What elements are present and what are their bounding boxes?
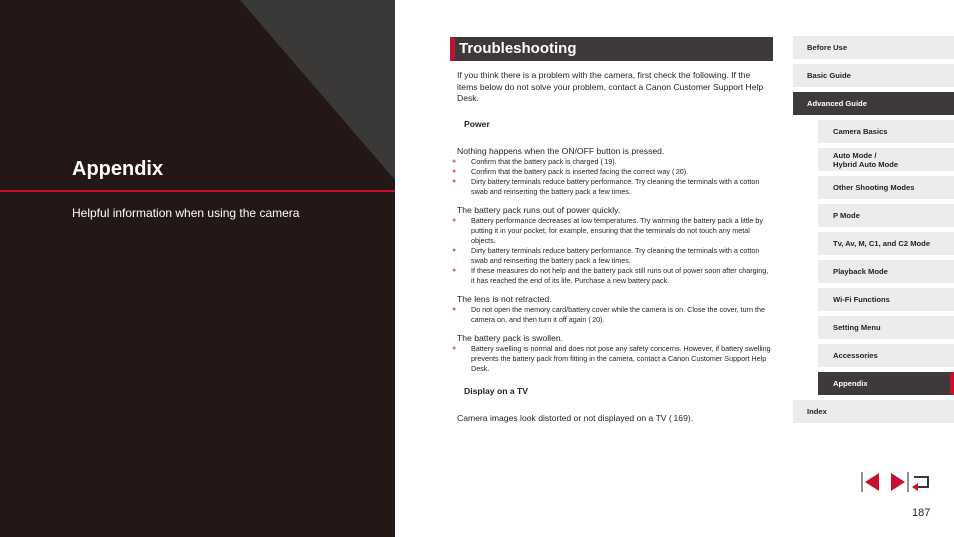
next-page-icon[interactable] — [891, 472, 908, 492]
problem-title: Camera images look distorted or not displayed on a TV ( 169). — [457, 412, 694, 423]
list-item — [452, 343, 773, 374]
nav-item-label-line2: Hybrid Auto Mode — [833, 160, 899, 169]
bullet-icon: ● — [452, 216, 457, 224]
nav-item-wifi-functions[interactable] — [818, 288, 954, 311]
chapter-subtitle: Helpful information when using the camera — [72, 206, 300, 220]
nav-item-advanced-guide[interactable] — [793, 92, 954, 115]
bullet-icon: ● — [452, 246, 457, 254]
list-item — [452, 265, 773, 286]
nav-item-other-shooting-modes[interactable] — [818, 176, 954, 199]
list-item — [452, 156, 773, 167]
bullet-icon: ● — [452, 266, 457, 274]
chapter-divider — [0, 190, 395, 192]
problem-title: The lens is not retracted. — [457, 293, 552, 304]
nav-item-label: Before Use — [807, 43, 848, 52]
chapter-nav — [793, 36, 954, 428]
bullet-list — [452, 156, 773, 197]
section-heading-display-tv — [450, 386, 773, 400]
problem-title: The battery pack runs out of power quickly. — [457, 204, 621, 215]
list-item — [452, 245, 773, 266]
nav-item-label: Basic Guide — [807, 71, 851, 80]
back-icon[interactable] — [912, 477, 928, 491]
problem-title: Nothing happens when the ON/OFF button is pressed. — [457, 145, 665, 156]
nav-item-label: Setting Menu — [833, 323, 881, 332]
nav-item-appendix[interactable] — [818, 372, 954, 395]
list-item — [452, 304, 773, 325]
nav-item-label: Other Shooting Modes — [833, 183, 915, 192]
bullet-icon: ● — [452, 305, 457, 313]
nav-item-label: P Mode — [833, 211, 860, 220]
problem-title: The battery pack is swollen. — [457, 332, 564, 343]
chapter-title: Appendix — [72, 158, 164, 180]
section-heading-power — [450, 119, 773, 133]
chapter-panel — [0, 0, 395, 537]
bullet-list — [452, 343, 773, 374]
bullet-list — [452, 304, 773, 325]
nav-item-label: Playback Mode — [833, 267, 888, 276]
list-item — [452, 176, 773, 197]
bullet-text: Confirm that the battery pack is charged ( 19). — [471, 156, 617, 166]
nav-item-index[interactable] — [793, 400, 954, 423]
nav-item-label: Tv, Av, M, C1, and C2 Mode — [833, 239, 931, 248]
bullet-icon: ● — [452, 157, 457, 165]
section-heading-label: Display on a TV — [464, 385, 528, 396]
nav-item-basic-guide[interactable] — [793, 64, 954, 87]
nav-item-label: Auto Mode / — [833, 151, 877, 160]
nav-item-label: Wi-Fi Functions — [833, 295, 890, 304]
bullet-text: Dirty battery terminals reduce battery performance. Try cleaning the terminals with a cotton swab and reinserting the battery pack a few times. — [471, 245, 760, 265]
previous-page-icon[interactable] — [861, 472, 881, 492]
section-heading-label: Power — [464, 118, 490, 129]
nav-item-camera-basics[interactable] — [818, 120, 954, 143]
page-navigation — [861, 472, 933, 492]
bullet-text: Do not open the memory card/battery cover while the camera is on. Close the cover, turn the camera on, and then turn it off again ( 20). — [471, 304, 766, 324]
nav-item-playback-mode[interactable] — [818, 260, 954, 283]
intro-text: If you think there is a problem with the camera, first check the following. If the items below do not solve your problem, contact a Canon Customer Support Help Desk. — [457, 70, 764, 103]
nav-item-accessories[interactable] — [818, 344, 954, 367]
page-number: 187 — [912, 507, 931, 519]
nav-item-label: Index — [807, 407, 827, 416]
chapter-panel-decoration — [0, 0, 395, 190]
bullet-icon: ● — [452, 177, 457, 185]
nav-item-label: Advanced Guide — [807, 99, 867, 108]
nav-item-label: Accessories — [833, 351, 878, 360]
list-item — [452, 166, 773, 177]
bullet-icon: ● — [452, 167, 457, 175]
nav-item-p-mode[interactable] — [818, 204, 954, 227]
bullet-list — [452, 215, 773, 286]
bullet-text: Battery swelling is normal and does not pose any safety concerns. However, if battery swelling prevents the battery pack from fitting in the camera, contact a Canon Customer Support Help Desk. — [471, 343, 771, 373]
bullet-text: Battery performance decreases at low temperatures. Try warming the battery pack a little by putting it in your pocket, for example, ensuring that the terminals do not touch any metal objects. — [471, 215, 764, 245]
bullet-text: Dirty battery terminals reduce battery performance. Try cleaning the terminals with a cotton swab and reinserting the battery pack a few times. — [471, 176, 760, 196]
nav-item-label: Appendix — [833, 379, 868, 388]
nav-item-auto-mode[interactable] — [818, 148, 954, 171]
nav-item-label: Camera Basics — [833, 127, 888, 136]
nav-item-before-use[interactable] — [793, 36, 954, 59]
bullet-text: If these measures do not help and the battery pack still runs out of power soon after charging, it has reached the end of its life. Purchase a new battery pack. — [471, 265, 769, 285]
nav-item-setting-menu[interactable] — [818, 316, 954, 339]
page-title: Troubleshooting — [450, 37, 773, 61]
main-content — [450, 37, 773, 424]
bullet-text: Confirm that the battery pack is inserted facing the correct way ( 20). — [471, 166, 689, 176]
section-heading-bar — [457, 126, 773, 132]
bullet-icon: ● — [452, 344, 457, 352]
list-item — [452, 215, 773, 246]
nav-item-tv-av-m-mode[interactable] — [818, 232, 954, 255]
